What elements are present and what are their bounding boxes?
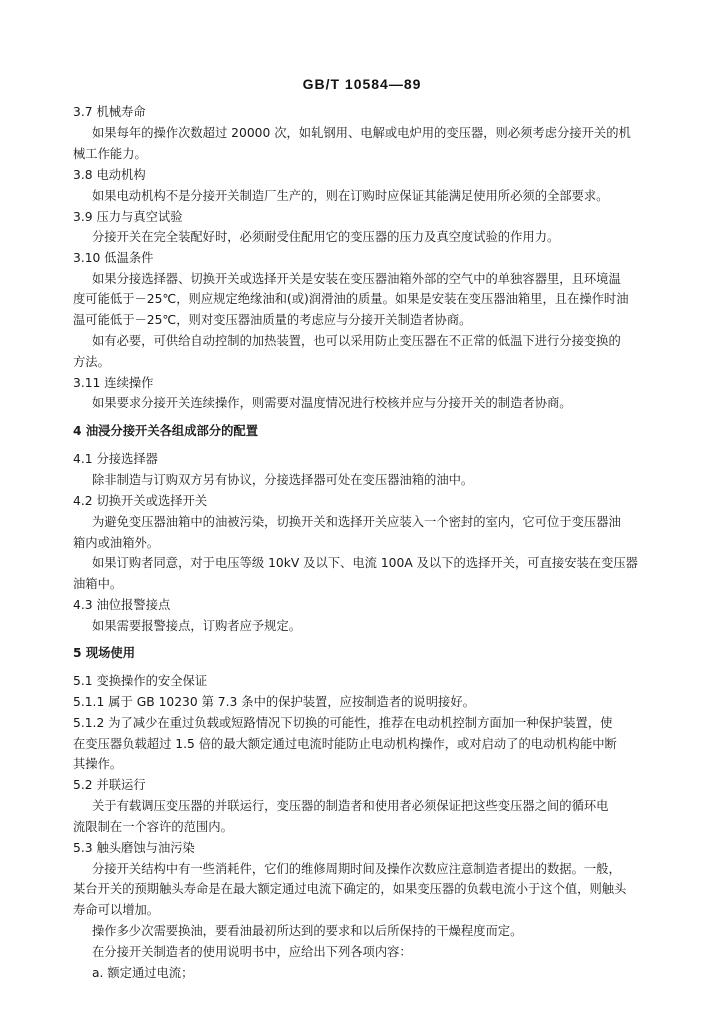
heading-5-3: 5.3 触头磨蚀与油污染 bbox=[73, 841, 195, 855]
paragraph-line: 度可能低于－25℃，则应规定绝缘油和(或)润滑油的质量。如果是安装在变压器油箱里，且在操作时油 bbox=[73, 292, 629, 306]
heading-5-1: 5.1 变换操作的安全保证 bbox=[73, 674, 208, 688]
paragraph-line: 除非制造与订购双方另有协议，分接选择器可处在变压器油箱的油中。 bbox=[92, 473, 474, 487]
heading-3-10: 3.10 低温条件 bbox=[73, 251, 154, 265]
paragraph-line: 油箱中。 bbox=[73, 577, 123, 591]
paragraph-line: 如果每年的操作次数超过 20000 次，如轧钢用、电解或电炉用的变压器，则必须考虑分接开关的机 bbox=[92, 126, 631, 140]
clause-5-1-2: 5.1.2 为了减少在重过负载或短路情况下切换的可能性，推荐在电动机控制方面加一种保护装置，使 bbox=[73, 716, 613, 730]
section-heading-5: 5 现场使用 bbox=[73, 646, 136, 660]
paragraph-line: 某台开关的预期触头寿命是在最大额定通过电流下确定的，如果变压器的负载电流小于这个值，则触头 bbox=[73, 882, 627, 896]
paragraph-line: 在变压器负载超过 1.5 倍的最大额定通过电流时能防止电动机构操作，或对启动了的电动机构能中断 bbox=[73, 737, 617, 751]
heading-4-2: 4.2 切换开关或选择开关 bbox=[73, 494, 208, 508]
paragraph-line: 如有必要，可供给自动控制的加热装置，也可以采用防止变压器在不正常的低温下进行分接变换的 bbox=[92, 334, 621, 348]
heading-3-8: 3.8 电动机构 bbox=[73, 168, 146, 182]
clause-5-1-1: 5.1.1 属于 GB 10230 第 7.3 条中的保护装置，应按制造者的说明接好。 bbox=[73, 695, 475, 709]
paragraph-line: 箱内或油箱外。 bbox=[73, 536, 160, 550]
section-heading-4: 4 油浸分接开关各组成部分的配置 bbox=[73, 424, 258, 438]
paragraph-line: 如果需要报警接点，订购者应予规定。 bbox=[92, 619, 302, 633]
paragraph-line: 如果要求分接开关连续操作，则需要对温度情况进行校核并应与分接开关的制造者协商。 bbox=[92, 396, 572, 410]
heading-4-1: 4.1 分接选择器 bbox=[73, 452, 158, 466]
paragraph-line: 如果订购者同意，对于电压等级 10kV 及以下、电流 100A 及以下的选择开关，可直接安装在变压器 bbox=[92, 556, 638, 570]
paragraph-line: 流限制在一个容许的范围内。 bbox=[73, 820, 233, 834]
paragraph-line: 方法。 bbox=[73, 355, 110, 369]
heading-3-9: 3.9 压力与真空试验 bbox=[73, 210, 183, 224]
heading-4-3: 4.3 油位报警接点 bbox=[73, 598, 171, 612]
heading-3-7: 3.7 机械寿命 bbox=[73, 105, 146, 119]
paragraph-line: 关于有载调压变压器的并联运行，变压器的制造者和使用者必须保证把这些变压器之间的循环电 bbox=[92, 799, 609, 813]
paragraph-line: 在分接开关制造者的使用说明书中，应给出下列各项内容： bbox=[92, 945, 412, 959]
heading-5-2: 5.2 并联运行 bbox=[73, 778, 146, 792]
paragraph-line: 其操作。 bbox=[73, 757, 123, 771]
paragraph-line: 械工作能力。 bbox=[73, 147, 147, 161]
paragraph-line: 温可能低于－25℃，则对变压器油质量的考虑应与分接开关制造者协商。 bbox=[73, 313, 472, 327]
list-item-a: a. 额定通过电流； bbox=[92, 966, 194, 980]
heading-3-11: 3.11 连续操作 bbox=[73, 376, 154, 390]
paragraph-line: 操作多少次需要换油，要看油最初所达到的要求和以后所保持的干燥程度而定。 bbox=[92, 924, 523, 938]
paragraph-line: 分接开关在完全装配好时，必须耐受住配用它的变压器的压力及真空度试验的作用力。 bbox=[92, 230, 560, 244]
standard-header: GB/T 10584—89 bbox=[302, 76, 422, 92]
paragraph-line: 分接开关结构中有一些消耗件，它们的维修周期时间及操作次数应注意制造者提出的数据。一般， bbox=[92, 862, 621, 876]
paragraph-line: 如果分接选择器、切换开关或选择开关是安装在变压器油箱外部的空气中的单独容器里，且环境温 bbox=[92, 272, 621, 286]
paragraph-line: 寿命可以增加。 bbox=[73, 903, 160, 917]
paragraph-line: 如果电动机构不是分接开关制造厂生产的，则在订购时应保证其能满足使用所必须的全部要求。 bbox=[92, 189, 609, 203]
paragraph-line: 为避免变压器油箱中的油被污染，切换开关和选择开关应装入一个密封的室内，它可位于变压器油 bbox=[92, 515, 621, 529]
